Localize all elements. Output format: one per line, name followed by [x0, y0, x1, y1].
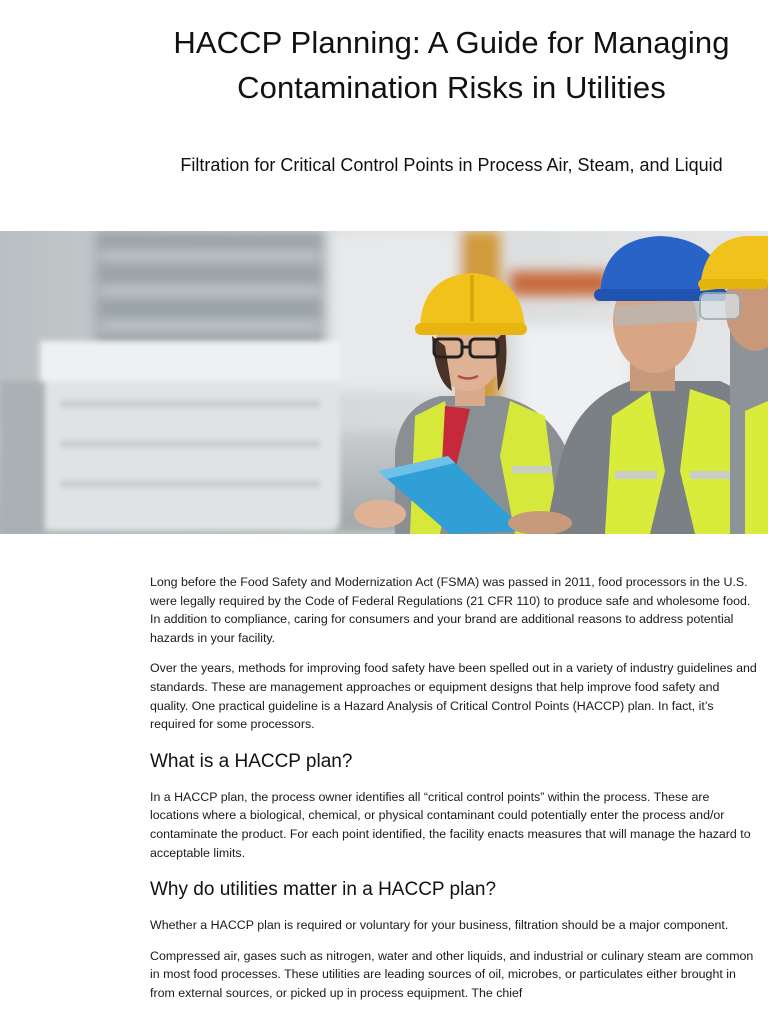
heading-what-is-haccp: What is a HACCP plan?	[150, 750, 353, 772]
hero-photo-illustration	[0, 231, 768, 534]
document-subtitle: Filtration for Critical Control Points in Process Air, Steam, and Liquid	[180, 155, 723, 175]
paragraph-intro: Long before the Food Safety and Modernization Act (FSMA) was passed in 2011, food processors in the U.S. were legally required by the Code of Federal Regulations (21 CFR 110) to produce safe and wholesome food. In addition to compliance, caring for consumers and your brand are additional reasons to address potential hazards in your facility.	[150, 575, 751, 645]
paragraph-why-2: Compressed air, gases such as nitrogen, water and other liquids, and industrial or culinary steam are common in most food processes. These utilities are leading sources of oil, microbes, or particulates either brought in from external sources, or picked up in process equipment. The chief	[150, 948, 754, 1000]
document-title: HACCP Planning: A Guide for Managing Contamination Risks in Utilities	[173, 25, 730, 105]
article-body	[150, 573, 758, 1015]
paragraph-what: In a HACCP plan, the process owner identifies all “critical control points” within the process. These are locations where a biological, chemical, or physical contaminant could potentially enter the process and/or contaminate the product. For each point identified, the facility enacts measures that will manage the hazard to acceptable limits.	[150, 789, 751, 860]
paragraph-standards: Over the years, methods for improving food safety have been spelled out in a variety of industry guidelines and standards. These are management approaches or equipment designs that help improve food safety and quality. One practical guideline is a Hazard Analysis of Critical Control Points (HACCP) plan. In fact, it’s required for some processors.	[150, 661, 757, 732]
heading-why-utilities-matter: Why do utilities matter in a HACCP plan?	[150, 879, 497, 901]
hero-image	[0, 231, 768, 534]
paragraph-why-1: Whether a HACCP plan is required or voluntary for your business, filtration should be a major component.	[150, 918, 729, 933]
